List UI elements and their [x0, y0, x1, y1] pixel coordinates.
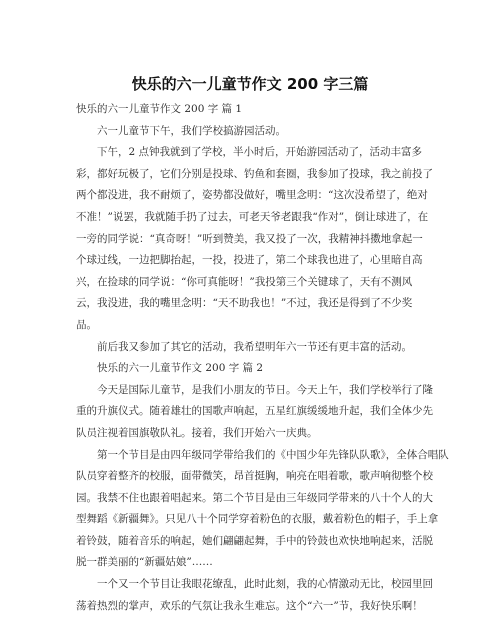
text-line: 一旁的同学说：“真奇呀！”听到赞美，我又投了一次，我精神抖擞地拿起一 [76, 232, 423, 245]
text-line: 重的升旗仪式。随着雄壮的国歌声响起，五星红旗缓缓地升起，我们全体少先 [76, 405, 433, 418]
text-line: 品。 [76, 318, 97, 331]
text-line: 队员注视着国旗敬队礼。接着，我们开始六一庆典。 [76, 426, 318, 439]
text-line: 两个都没进，我不耐烦了，姿势都没做好，嘴里念明：“这次没希望了，绝对 [76, 189, 428, 202]
text-line: 兴，在捡球的同学说：“你可真能呀！”我投第三个关键球了，天有不测风 [76, 275, 413, 288]
text-line: 六一儿童节下午，我们学校搞游园活动。 [97, 124, 286, 137]
document-body [76, 99, 449, 617]
text-line: 着铃鼓，随着音乐的响起，她们翩翩起舞，手中的铃鼓也欢快地响起来，活脱 [76, 534, 433, 547]
text-line: 脱一群美丽的“新疆姑娘”…… [76, 556, 213, 569]
text-line: 荡着热烈的掌声，欢乐的气氛让我永生难忘。这个“六一”节，我好快乐啊！ [76, 599, 423, 612]
text-line: 云，我没进，我的嘴里念明：“天不助我也！”不过，我还是得到了不少奖 [76, 297, 413, 310]
text-line: 不准！”说罢，我就随手扔了过去，可老天爷老跟我“作对”，倒让球进了，在 [76, 210, 429, 223]
section-heading: 快乐的六一儿童节作文 200 字 篇 2 [97, 362, 264, 375]
text-line: 今天是国际儿童节，是我们小朋友的节日。今天上午，我们学校举行了隆 [97, 383, 433, 396]
text-line: 型舞蹈《新疆舞》。只见八十个同学穿着粉色的衣服，戴着粉色的帽子，手上拿 [76, 513, 439, 526]
document-title: 快乐的六一儿童节作文 200 字三篇 [131, 75, 369, 93]
text-line: 一个又一个节目让我眼花缭乱，此时此刻，我的心情激动无比，校园里回 [97, 578, 433, 591]
text-line: 队员穿着整齐的校服，面带微笑，昂首挺胸，响亮在唱着歌，歌声响彻整个校 [76, 470, 433, 483]
text-line: 第一个节目是由四年级同学带给我们的《中国少年先锋队队歌》，全体合唱队 [97, 448, 449, 461]
text-line: 个球过线，一边把脚抬起，一投，投进了，第二个球我也进了，心里暗自高 [76, 254, 423, 267]
text-line: 前后我又参加了其它的活动，我希望明年六一节还有更丰富的活动。 [97, 340, 412, 353]
text-line: 彩，都好玩极了，它们分别是投球、钓鱼和套圈，我参加了投球，我之前投了 [76, 167, 433, 180]
text-line: 下午，2 点钟我就到了学校，半小时后，开始游园活动了，活动丰富多 [97, 146, 423, 159]
text-line: 园。我禁不住也跟着唱起来。第二个节目是由三年级同学带来的八十个人的大 [76, 491, 433, 504]
section-heading: 快乐的六一儿童节作文 200 字 篇 1 [76, 103, 243, 115]
